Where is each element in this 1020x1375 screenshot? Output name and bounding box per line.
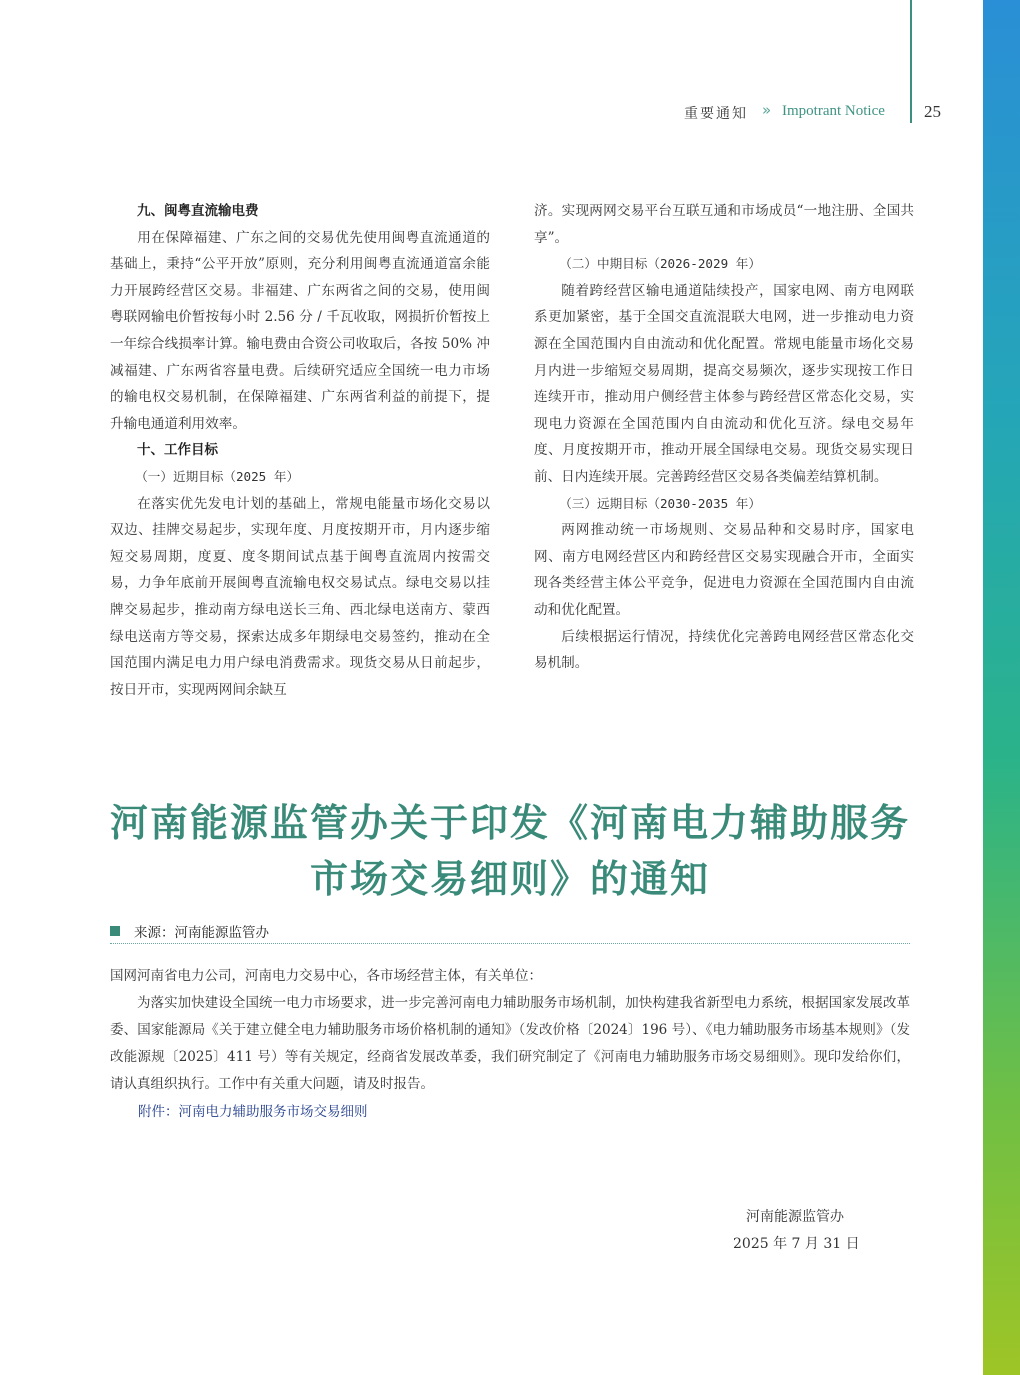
article-title bbox=[80, 795, 940, 907]
square-bullet-icon bbox=[110, 926, 120, 936]
notice-body bbox=[110, 963, 910, 1098]
paragraph: 在落实优先发电计划的基础上，常规电能量市场化交易以双边、挂牌交易起步，实现年度、月度按期开市，月内逐步缩短交易周期，度夏、度冬期间试点基于闽粤直流周内按需交易，力争年底前开展闽粤直流输电权交易试点。绿电交易以挂牌交易起步，推动南方绿电送长三角、西北绿电送南方、蒙西绿电送南方等交易，探索达成多年期绿电交易签约，推动在全国范围内满足电力用户绿电消费需求。现货交易从日前起步，按日开市，实现两网间余缺互 bbox=[110, 495, 490, 698]
paragraph: 随着跨经营区输电通道陆续投产，国家电网、南方电网联系更加紧密，基于全国交直流混联大电网，进一步推动电力资源在全国范围内自由流动和优化配置。常规电能量市场化交易月内进一步缩短交易周期，提高交易频次，逐步实现按工作日连续开市，推动用户侧经营主体参与跨经营区常态化交易，实现电力资源在全国范围内自由流动和优化互济。绿电交易年度、月度按期开市，推动开展全国绿电交易。现货交易实现日前、日内连续开展。完善跨经营区交易各类偏差结算机制。 bbox=[534, 282, 914, 485]
salutation: 国网河南省电力公司，河南电力交易中心，各市场经营主体，有关单位： bbox=[110, 968, 542, 984]
section-heading-9: 九、闽粤直流输电费 bbox=[137, 203, 259, 219]
attachment-link[interactable]: 附件：河南电力辅助服务市场交易细则 bbox=[138, 1104, 368, 1120]
article-title-line2: 市场交易细则》的通知 bbox=[309, 856, 710, 901]
signer: 河南能源监管办 bbox=[746, 1209, 844, 1225]
paragraph: 两网推动统一市场规则、交易品种和交易时序，国家电网、南方电网经营区内和跨经营区交易实现融合开市，全面实现各类经营主体公平竞争，促进电力资源在全国范围内自由流动和优化配置。 bbox=[534, 522, 914, 618]
paragraph: 后续根据运行情况，持续优化完善跨电网经营区常态化交易机制。 bbox=[534, 628, 914, 672]
subheading-mid-term: （二）中期目标（2026-2029 年） bbox=[559, 256, 761, 272]
header-section-cn: 重要通知 bbox=[684, 106, 748, 122]
page-number: 25 bbox=[924, 102, 941, 121]
dotted-divider bbox=[110, 943, 910, 944]
double-chevron-icon: » bbox=[762, 101, 772, 119]
left-column bbox=[110, 198, 490, 703]
paragraph: 用在保障福建、广东之间的交易优先使用闽粤直流通道的基础上，秉持“公平开放”原则，充分利用闽粤直流通道富余能力开展跨经营区交易。非福建、广东两省之间的交易，使用闽粤联网输电价暂按每小时 2.56 分 / 千瓦收取，网损折价暂按上一年综合线损率计算。输电费由合资公司收取后，各按 50% 冲减福建、广东两省容量电费。后续研究适应全国统一电力市场的输电权交易机制，在保障福建、广东两省利益的前提下，提升输电通道利用效率。 bbox=[110, 229, 490, 432]
decorative-gradient-bar bbox=[983, 0, 1020, 1375]
subheading-near-term: （一）近期目标（2025 年） bbox=[135, 468, 300, 484]
subheading-long-term: （三）远期目标（2030-2035 年） bbox=[559, 495, 761, 511]
header-divider-line bbox=[910, 0, 912, 123]
notice-paragraph: 为落实加快建设全国统一电力市场要求，进一步完善河南电力辅助服务市场机制，加快构建我省新型电力系统，根据国家发展改革委、国家能源局《关于建立健全电力辅助服务市场价格机制的通知》（发改价格〔2024〕196 号）、《电力辅助服务市场基本规则》（发改能源规〔2025〕411 号）等有关规定，经商省发展改革委，我们研究制定了《河南电力辅助服务市场交易细则》。现印发给你们，请认真组织执行。工作中有关重大问题，请及时报告。 bbox=[110, 995, 910, 1092]
right-column bbox=[534, 198, 914, 677]
source-label: 来源：河南能源监管办 bbox=[134, 925, 269, 941]
section-heading-10: 十、工作目标 bbox=[137, 442, 218, 459]
sign-date: 2025 年 7 月 31 日 bbox=[733, 1236, 860, 1252]
header-section-en: Impotrant Notice bbox=[782, 103, 885, 119]
paragraph: 济。实现两网交易平台互联互通和市场成员“一地注册、全国共享”。 bbox=[534, 203, 914, 246]
article-title-line1: 河南能源监管办关于印发《河南电力辅助服务 bbox=[109, 800, 910, 845]
